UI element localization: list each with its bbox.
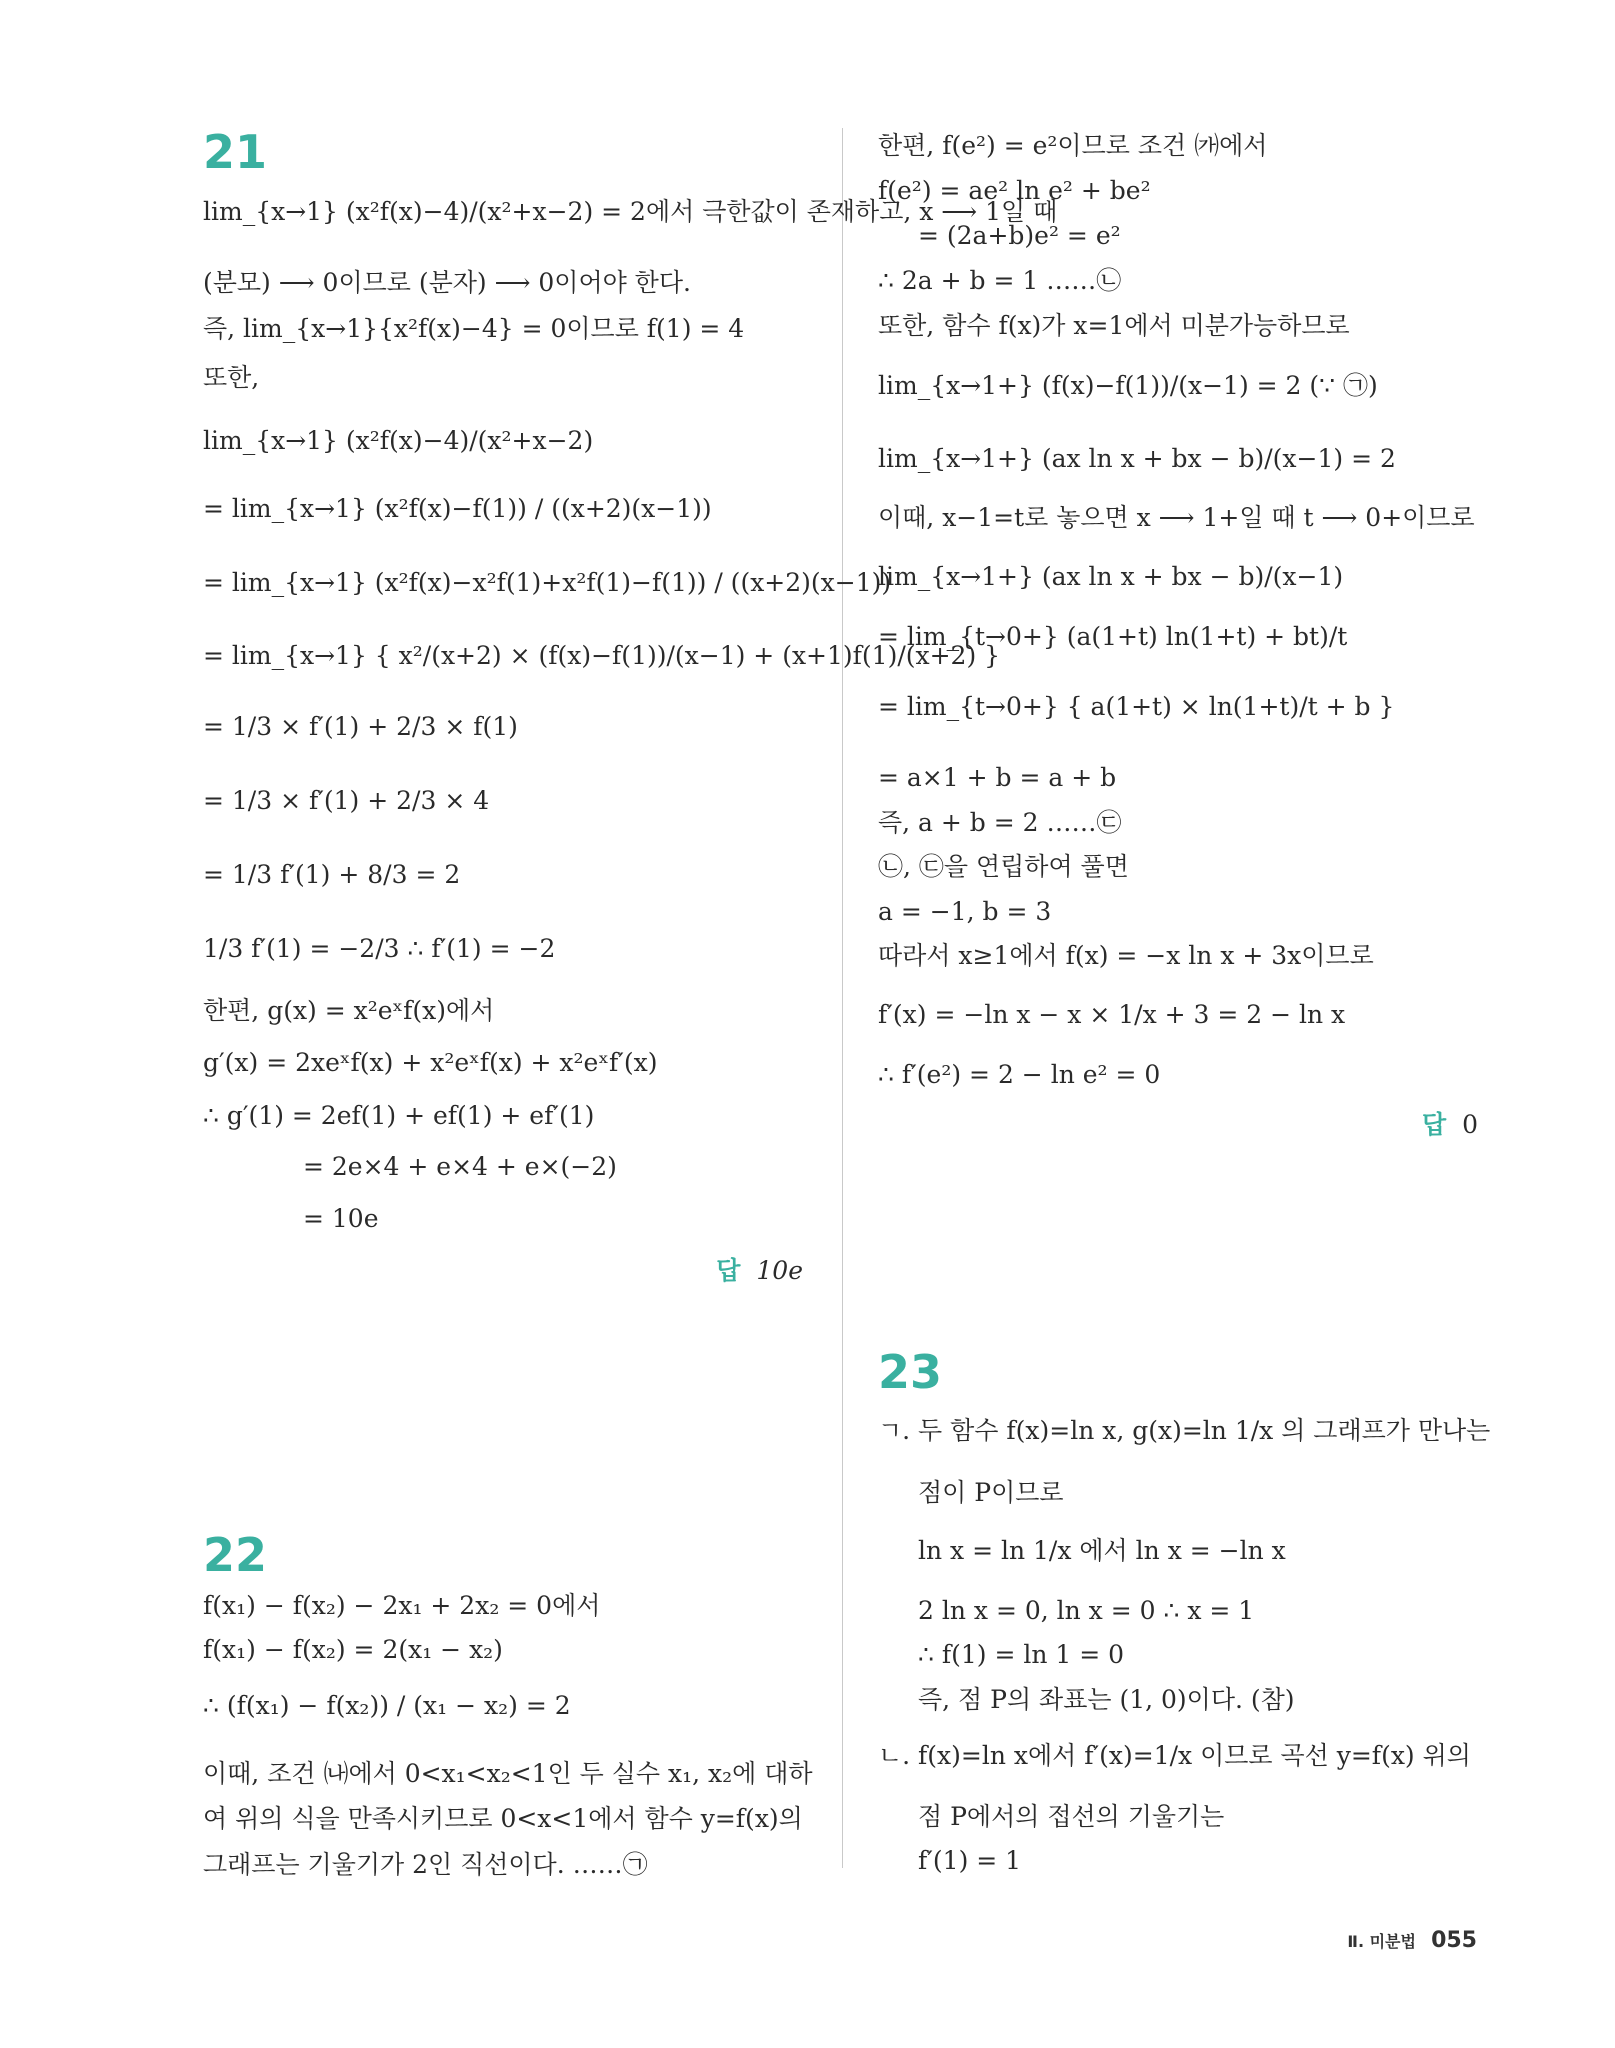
- answer-label: 답: [1421, 1110, 1447, 1139]
- solution-line: = (2a+b)e² = e²: [918, 221, 1121, 250]
- solution-line: lim_{x→1+} (ax ln x + bx − b)/(x−1) = 2: [878, 444, 1396, 473]
- answer-value: 0: [1462, 1110, 1478, 1139]
- page-number: 055: [1431, 1928, 1477, 1953]
- solution-line: f(e²) = ae² ln e² + be²: [878, 176, 1151, 205]
- solution-line: = 1/3 × f′(1) + 2/3 × f(1): [203, 712, 518, 741]
- solution-line: f′(1) = 1: [918, 1846, 1022, 1875]
- solution-line: 점이 P이므로: [918, 1478, 1064, 1507]
- solution-line: f(x₁) − f(x₂) − 2x₁ + 2x₂ = 0에서: [203, 1591, 601, 1620]
- solution-line: ∴ 2a + b = 1 ……㉡: [878, 266, 1122, 295]
- solution-line: lim_{x→1+} (ax ln x + bx − b)/(x−1): [878, 562, 1344, 591]
- solution-line: 한편, f(e²) = e²이므로 조건 ㈎에서: [878, 131, 1268, 160]
- solution-line: = lim_{x→1} { x²/(x+2) × (f(x)−f(1))/(x−1) + (x+1)f(1)/(x+2) }: [203, 641, 1001, 670]
- solution-line: ∴ (f(x₁) − f(x₂)) / (x₁ − x₂) = 2: [203, 1691, 571, 1720]
- solution-line: = a×1 + b = a + b: [878, 763, 1117, 792]
- solution-line: ㉡, ㉢을 연립하여 풀면: [878, 852, 1129, 881]
- solution-line: 이때, x−1=t로 놓으면 x ⟶ 1+일 때 t ⟶ 0+이므로: [878, 503, 1475, 532]
- solution-line: ∴ f′(e²) = 2 − ln e² = 0: [878, 1060, 1161, 1089]
- answer: [716, 1251, 803, 1287]
- solution-line: 이때, 조건 ㈏에서 0<x₁<x₂<1인 두 실수 x₁, x₂에 대하: [203, 1759, 813, 1788]
- problem-22-number: 22: [203, 1528, 268, 1582]
- page-footer: [1347, 1928, 1477, 1953]
- solution-line: 1/3 f′(1) = −2/3 ∴ f′(1) = −2: [203, 934, 556, 963]
- solution-line: 따라서 x≥1에서 f(x) = −x ln x + 3x이므로: [878, 941, 1374, 970]
- solution-line: 즉, a + b = 2 ……㉢: [878, 808, 1122, 837]
- solution-line: = 1/3 f′(1) + 8/3 = 2: [203, 860, 461, 889]
- solution-line: 점 P에서의 접선의 기울기는: [918, 1802, 1225, 1831]
- solution-line: 2 ln x = 0, ln x = 0 ∴ x = 1: [918, 1596, 1255, 1625]
- section-label: Ⅱ. 미분법: [1347, 1932, 1416, 1951]
- solution-line: ∴ g′(1) = 2ef(1) + ef(1) + ef′(1): [203, 1101, 595, 1130]
- solution-line: 한편, g(x) = x²eˣf(x)에서: [203, 996, 495, 1025]
- problem-23-number: 23: [878, 1345, 943, 1399]
- solution-line: a = −1, b = 3: [878, 897, 1052, 926]
- solution-line: 즉, lim_{x→1}{x²f(x)−4} = 0이므로 f(1) = 4: [203, 314, 745, 343]
- solution-line: g′(x) = 2xeˣf(x) + x²eˣf(x) + x²eˣf′(x): [203, 1048, 658, 1077]
- solution-line: 그래프는 기울기가 2인 직선이다. ……㉠: [203, 1850, 648, 1879]
- solution-line: = lim_{t→0+} { a(1+t) × ln(1+t)/t + b }: [878, 692, 1395, 721]
- solution-line: ㄱ. 두 함수 f(x)=ln x, g(x)=ln 1/x 의 그래프가 만나는: [878, 1416, 1491, 1445]
- answer: [1422, 1105, 1478, 1141]
- solution-line: 여 위의 식을 만족시키므로 0<x<1에서 함수 y=f(x)의: [203, 1804, 803, 1833]
- solution-line: ln x = ln 1/x 에서 ln x = −ln x: [918, 1536, 1286, 1565]
- solution-line: f(x₁) − f(x₂) = 2(x₁ − x₂): [203, 1635, 503, 1664]
- solution-line: = lim_{t→0+} (a(1+t) ln(1+t) + bt)/t: [878, 622, 1348, 651]
- solution-line: = 10e: [303, 1204, 379, 1233]
- solution-line: 또한, 함수 f(x)가 x=1에서 미분가능하므로: [878, 311, 1350, 340]
- solution-line: 즉, 점 P의 좌표는 (1, 0)이다. (참): [918, 1685, 1295, 1714]
- solution-line: 또한,: [203, 363, 260, 392]
- column-divider: [842, 128, 843, 1868]
- solution-line: = lim_{x→1} (x²f(x)−f(1)) / ((x+2)(x−1)): [203, 494, 712, 523]
- solution-line: lim_{x→1} (x²f(x)−4)/(x²+x−2): [203, 426, 594, 455]
- answer-value: 10e: [756, 1256, 803, 1285]
- problem-21-number: 21: [203, 125, 268, 179]
- solution-line: (분모) ⟶ 0이므로 (분자) ⟶ 0이어야 한다.: [203, 268, 691, 297]
- solution-line: lim_{x→1+} (f(x)−f(1))/(x−1) = 2 (∵ ㉠): [878, 371, 1378, 400]
- answer-label: 답: [716, 1256, 741, 1285]
- solution-line: = lim_{x→1} (x²f(x)−x²f(1)+x²f(1)−f(1)) / ((x+2)(x−1)): [203, 568, 892, 597]
- solution-line: ㄴ. f(x)=ln x에서 f′(x)=1/x 이므로 곡선 y=f(x) 위의: [878, 1741, 1471, 1770]
- solution-line: = 2e×4 + e×4 + e×(−2): [303, 1152, 617, 1181]
- solution-line: lim_{x→1} (x²f(x)−4)/(x²+x−2) = 2에서 극한값이 존재하고, x ⟶ 1일 때: [203, 197, 1058, 226]
- solution-line: = 1/3 × f′(1) + 2/3 × 4: [203, 786, 490, 815]
- solution-line: f′(x) = −ln x − x × 1/x + 3 = 2 − ln x: [878, 1000, 1346, 1029]
- solution-line: ∴ f(1) = ln 1 = 0: [918, 1640, 1125, 1669]
